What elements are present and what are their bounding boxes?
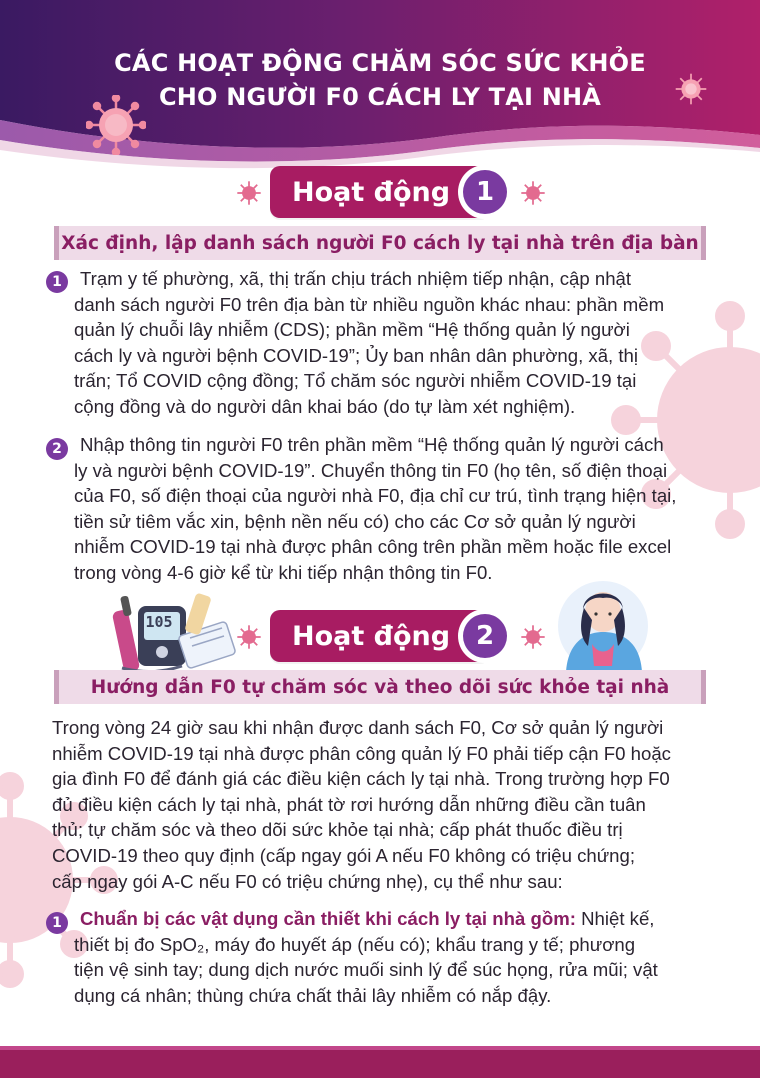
item-number-badge: 2 [46, 438, 68, 460]
virus-icon [86, 95, 146, 155]
section-1-subheading: Xác định, lập danh sách người F0 cách ly tại nhà trên địa bàn [54, 226, 706, 260]
section-1-pill [270, 166, 495, 218]
text-line: đủ điều kiện cách ly tại nhà, phát tờ rơi hướng dẫn những điều cần tuân [52, 793, 646, 815]
text-line: danh sách người F0 trên địa bàn từ nhiều nguồn khác nhau: phần mềm [74, 293, 665, 315]
item-lead-text: Chuẩn bị các vật dụng cần thiết khi cách ly tại nhà gồm: [80, 908, 576, 929]
text-line: Nhập thông tin người F0 trên phần mềm “Hệ thống quản lý người cách [80, 434, 664, 455]
sick-person-illustration [548, 580, 658, 672]
text-line: thiết bị đo SpO₂, máy đo huyết áp (nếu có); khẩu trang y tế; phương [74, 933, 636, 955]
text-line: gia đình F0 để đánh giá các điều kiện cách ly tại nhà. Trong trường hợp F0 [52, 768, 670, 790]
text-line: cộng đồng và do người dân khai báo (do tự làm xét nghiệm). [74, 395, 576, 417]
virus-icon [236, 180, 262, 206]
title-line-2: CHO NGƯỜI F0 CÁCH LY TẠI NHÀ [158, 83, 602, 111]
virus-icon [236, 624, 262, 650]
medical-devices-illustration [112, 588, 242, 678]
virus-icon [520, 180, 546, 206]
text-line [74, 906, 724, 932]
text-line: trong vòng 4-6 giờ kể từ khi tiếp nhận thông tin F0. [74, 561, 493, 583]
section-1-item-2 [74, 432, 724, 586]
section-2-pill-label: Hoạt động [292, 620, 451, 652]
text-line: Trạm y tế phường, xã, thị trấn chịu trách nhiệm tiếp nhận, cập nhật [80, 268, 632, 289]
virus-icon [520, 624, 546, 650]
section-2-number [458, 609, 512, 663]
section-1-pill-label: Hoạt động [292, 176, 451, 208]
section-2-subheading: Hướng dẫn F0 tự chăm sóc và theo dõi sức khỏe tại nhà [54, 670, 706, 704]
text-line: dụng cá nhân; thùng chứa chất thải lây nhiễm có nắp đậy. [74, 984, 552, 1006]
text-line: cấp ngay gói A-C nếu F0 có triệu chứng nhẹ), cụ thể như sau: [52, 870, 563, 892]
text-line: Trong vòng 24 giờ sau khi nhận được danh sách F0, Cơ sở quản lý người [52, 717, 664, 738]
section-2-number-value: 2 [463, 614, 507, 658]
text-line: trấn; Tổ COVID cộng đồng; Tổ chăm sóc người nhiễm COVID-19 tại [74, 370, 637, 392]
item-text: Nhiệt kế, [575, 908, 655, 929]
section-2-intro [52, 715, 722, 894]
section-1-number [458, 165, 512, 219]
text-line: tiện vệ sinh tay; dung dịch nước muối sinh lý để súc họng, rửa mũi; vật [74, 959, 658, 981]
section-1-item-1 [74, 266, 714, 420]
virus-icon [674, 72, 708, 106]
text-line: nhiễm COVID-19 tại nhà được phân công trên phần mềm hoặc file excel [74, 536, 672, 558]
device-display: 105 [145, 613, 173, 631]
text-line: cách ly và người bệnh COVID-19”; Ủy ban nhân dân phường, xã, thị [74, 344, 639, 366]
text-line: COVID-19 theo quy định (cấp ngay gói A nếu F0 không có triệu chứng; [52, 844, 636, 866]
title-line-1: CÁC HOẠT ĐỘNG CHĂM SÓC SỨC KHỎE [114, 49, 646, 77]
item-number-badge: 1 [46, 271, 68, 293]
text-line: quản lý chuỗi lây nhiễm (CDS); phần mềm “Hệ thống quản lý người [74, 319, 630, 341]
section-2-item-1 [74, 906, 724, 1008]
text-line: thủ; tự chăm sóc và theo dõi sức khỏe tại nhà; cấp phát thuốc điều trị [52, 819, 623, 841]
section-2-pill [270, 610, 495, 662]
section-1-number-value: 1 [463, 170, 507, 214]
text-line: nhiễm COVID-19 tại nhà được phân công quản lý F0 phải tiếp cận F0 hoặc [52, 742, 671, 764]
text-line: tiền sử tiêm vắc xin, bệnh nền nếu có) cho các Cơ sở quản lý người [74, 510, 636, 532]
text-line: của F0, số điện thoại của người nhà F0, địa chỉ cư trú, tình trạng hiện tại, [74, 485, 677, 507]
footer-band [0, 1050, 760, 1078]
text-line: ly và người bệnh COVID-19”. Chuyển thông tin F0 (họ tên, số điện thoại [74, 459, 668, 481]
item-number-badge: 1 [46, 912, 68, 934]
